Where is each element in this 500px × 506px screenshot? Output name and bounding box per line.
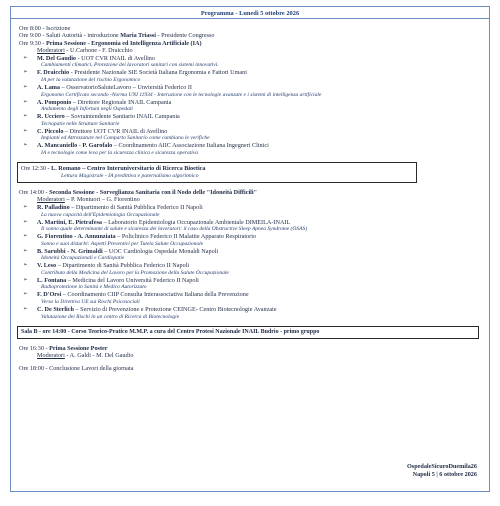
speaker-affiliation: – Dipartimento di Sanità Pubblica Federico II Napoli — [56, 262, 190, 270]
keynote-line — [21, 165, 413, 173]
speaker-name-2: P. Garofalo — [82, 142, 113, 150]
speaker-name: F. D'Orsi — [37, 291, 62, 299]
event-name: OspedaleSicuroDuemila26 — [406, 463, 477, 470]
speaker-name: L. Fontana — [37, 276, 67, 284]
talk-title: Andamento degli Infortuni negli Ospedali — [41, 106, 133, 113]
speaker-affiliation: – Coordinamento AIIC Associazione Italiana Ingegneri Clinici — [112, 142, 269, 150]
talk-title: IA e tecnologie come leva per la sicurezza clinica e sicurezza operativa — [41, 150, 198, 157]
greetings-post: - Presidente Congresso — [155, 32, 215, 40]
speaker-affiliation: – Coordinamento CIIP Consulta Interassociativa Italiana della Prevenzione — [61, 291, 249, 299]
morning-block — [19, 25, 481, 55]
speaker-name: R. Ucciero — [37, 113, 65, 121]
poster-moderators — [19, 352, 481, 360]
speaker-item — [19, 219, 481, 234]
event-dates: Napoli 5 | 6 ottobre 2026 — [412, 471, 477, 478]
session2-title: Seconda Sessione - Sorveglianza Sanitaria con il Nodo delle "Idoneità Difficili" — [49, 188, 258, 196]
speaker-name: B. Sarubbi - N. Grimaldi — [37, 247, 103, 255]
greetings-pre: Ore 9:00 - Saluti Autorità - introduzione — [19, 32, 121, 40]
talk-title: Contributo della Medicina del Lavoro per la Promozione della Salute Occupazionale — [41, 269, 229, 276]
keynote-title: Lettura Magistrale - IA predittiva e paternalismo algoritmico — [61, 172, 199, 179]
speaker-item — [19, 113, 481, 128]
speaker-item — [19, 55, 481, 70]
talk-title: Il sonno quale determinante di salute e sicurezza dei lavoratori: il caso della Obstructive Sleep Apnea Syndrome (OSAS) — [41, 226, 308, 233]
talk-title: Tecnopatie nelle Strutture Sanitarie — [41, 120, 120, 127]
speaker-item — [19, 84, 481, 99]
speaker-affiliation: – Dipartimento di Sanità Pubblica Federico II Napoli — [69, 203, 203, 211]
poster-title: Prima Sessione Poster — [49, 344, 108, 352]
session1-time: Ore 9:30 - — [19, 39, 46, 47]
speaker-item — [19, 142, 481, 157]
speaker-name: A. Pomponio — [37, 98, 72, 106]
speaker-item — [19, 277, 481, 292]
session1-moderators — [19, 47, 481, 55]
arrow-bullet-icon: ➢ — [23, 54, 28, 61]
arrow-bullet-icon: ➢ — [23, 113, 28, 120]
talk-title: Cambiamenti climatici, Protezione dei lavoratori sanitari con sistemi innovativi. — [41, 62, 219, 69]
speaker-item — [19, 99, 481, 114]
speaker-name: R. Palladino — [37, 203, 70, 211]
arrow-bullet-icon: ➢ — [23, 247, 28, 254]
arrow-bullet-icon: ➢ — [23, 218, 28, 225]
moderators-names: – P. Montuori – G. Fiorentino — [64, 196, 140, 204]
speaker-item — [19, 204, 481, 219]
session2-time: Ore 14:00 - — [19, 188, 50, 196]
speaker-affiliation: – OsservatorioSaluteLavoro – Unviersità Federico II — [60, 84, 192, 92]
talk-title: Valutazione dei Rischi in un centro di Ricerca di Biotecnologie — [41, 313, 180, 320]
talk-title: Radioprotezione in Sanità e Medico Autorizzato — [41, 284, 147, 291]
talk-title: Sonno e suoi disturbi: Aspetti Preventivi per Tutela Salute Occupazionale — [41, 240, 204, 247]
moderators-label: Moderatori — [37, 196, 65, 204]
session1-title: Prima Sessione - Ergonomia ed Intelligenza Artificiale (IA) — [45, 39, 202, 47]
speaker-name: C. Piccolo — [37, 127, 64, 135]
moderators-names: - U.Carbone - F. Draicchio — [64, 47, 133, 55]
arrow-bullet-icon: ➢ — [23, 233, 28, 240]
arrow-bullet-icon: ➢ — [23, 306, 28, 313]
moderators-label: Moderatori — [37, 47, 65, 55]
speaker-name: M. Del Gaudio — [37, 54, 77, 62]
session2-moderators — [19, 196, 481, 204]
session1-speakers — [19, 55, 481, 157]
speaker-affiliation: – Direttore Regionale INAIL Campania — [71, 98, 172, 106]
speaker-affiliation: – Policlinico Federico II Malattie Apparato Respiratorio — [115, 233, 257, 241]
room-b-course-box — [17, 326, 479, 340]
program-body — [11, 25, 489, 374]
registration-line: Ore 8:00 - Iscrizione — [19, 24, 71, 32]
closing-block — [19, 365, 481, 373]
talk-title: Verso la Direttiva UE sui Rischi Psicosociali — [41, 299, 140, 306]
arrow-bullet-icon: ➢ — [23, 291, 28, 298]
speaker-item — [19, 248, 481, 263]
speaker-affiliation: – Sovraintendente Sanitario INAIL Campania — [64, 113, 180, 121]
event-footer — [407, 463, 477, 479]
arrow-bullet-icon: ➢ — [23, 127, 28, 134]
session2-title-line — [19, 189, 481, 197]
speaker-item — [19, 262, 481, 277]
arrow-bullet-icon: ➢ — [23, 203, 28, 210]
arrow-bullet-icon: ➢ — [23, 142, 28, 149]
greetings-president: Maria Triassi — [120, 32, 156, 40]
poster-block — [19, 345, 481, 360]
speaker-name: C. De Sterlich — [37, 306, 74, 314]
session1-title-line — [19, 40, 481, 48]
speaker-name: A. Mancaniello — [37, 142, 78, 150]
speaker-item — [19, 128, 481, 143]
arrow-bullet-icon: ➢ — [23, 98, 28, 105]
room-b-course: Sala B - ore 14:00 - Corso Teorico-Pratico M.M.P. a cura del Centro Protesi Nazionale INAIL Budrio - primo gruppo — [21, 328, 320, 335]
speaker-separator: - — [77, 142, 83, 150]
arrow-bullet-icon: ➢ — [23, 276, 28, 283]
greetings-line — [19, 32, 481, 40]
talk-title: Idoneità Occupazionali e Cardiopatie — [41, 255, 125, 262]
speaker-name: A. Lama — [37, 84, 61, 92]
speaker-affiliation: – Laboratorio Epidemiologia Occupazionale Ambientale DIMEILA-INAIL — [101, 218, 291, 226]
speaker-item — [19, 69, 481, 84]
speaker-affiliation: – UOC Cardiologia Ospedale Monaldi Napoli — [102, 247, 219, 255]
talk-title: Impianti ed Attrezzature nel Comparto Sanitario come cambiano le verifiche — [41, 135, 210, 142]
speaker-item — [19, 291, 481, 306]
program-page — [10, 6, 490, 492]
arrow-bullet-icon: ➢ — [23, 84, 28, 91]
speaker-affiliation: – Medicina del Lavoro Università Federico II Napoli — [66, 276, 199, 284]
keynote-lecture-box — [17, 162, 417, 183]
talk-title: IA per la valutazione del rischio Ergonomico — [41, 77, 141, 84]
afternoon-block — [19, 189, 481, 204]
talk-title: Ergonomo Certificato secondo -Norma UNI 11934 - Interazione con le tecnologie avanzate e i sistemi di intelligenza artificiale — [41, 91, 322, 98]
talk-title: La nuova capacità dell'Epidemiologia Occupazionale — [41, 211, 160, 218]
moderators-label: Moderatori — [37, 352, 65, 360]
speaker-name: F. Draicchio — [37, 69, 70, 77]
arrow-bullet-icon: ➢ — [23, 262, 28, 269]
keynote-time: Ore 12:30 - — [21, 165, 52, 173]
speaker-item — [19, 233, 481, 248]
keynote-speaker: L. Romano – Centro Interuniversitario di Ricerca Bioetica — [51, 165, 206, 173]
session2-speakers — [19, 204, 481, 321]
speaker-affiliation: – Direttore UOT CVR INAIL di Avellino — [63, 127, 168, 135]
arrow-bullet-icon: ➢ — [23, 69, 28, 76]
speaker-affiliation: - UOT CVR INAIL di Avellino — [76, 54, 155, 62]
speaker-name: G. Fiorentino - A. Annunziata — [37, 233, 116, 241]
speaker-affiliation: – Servizio di Prevenzione e Protezione CEINGE- Centro Biotecnologie Avanzate — [73, 306, 277, 314]
moderators-names: - A. Galdi - M. Del Gaudio — [64, 352, 134, 360]
poster-time: Ore 16:30 - — [19, 344, 50, 352]
speaker-name: V. Leso — [37, 262, 57, 270]
closing-line: Ore 18:00 - Conclusione Lavori della giornata — [19, 365, 134, 373]
page-title: Programma - Lunedì 5 ottobre 2026 — [11, 7, 489, 19]
speaker-name: A. Martini, E. Pietrafesa — [37, 218, 102, 226]
speaker-item — [19, 306, 481, 321]
poster-title-line — [19, 345, 481, 353]
speaker-affiliation: - Presidente Nazionale SIE Società Italiana Ergonomia e Fattori Umani — [69, 69, 247, 77]
